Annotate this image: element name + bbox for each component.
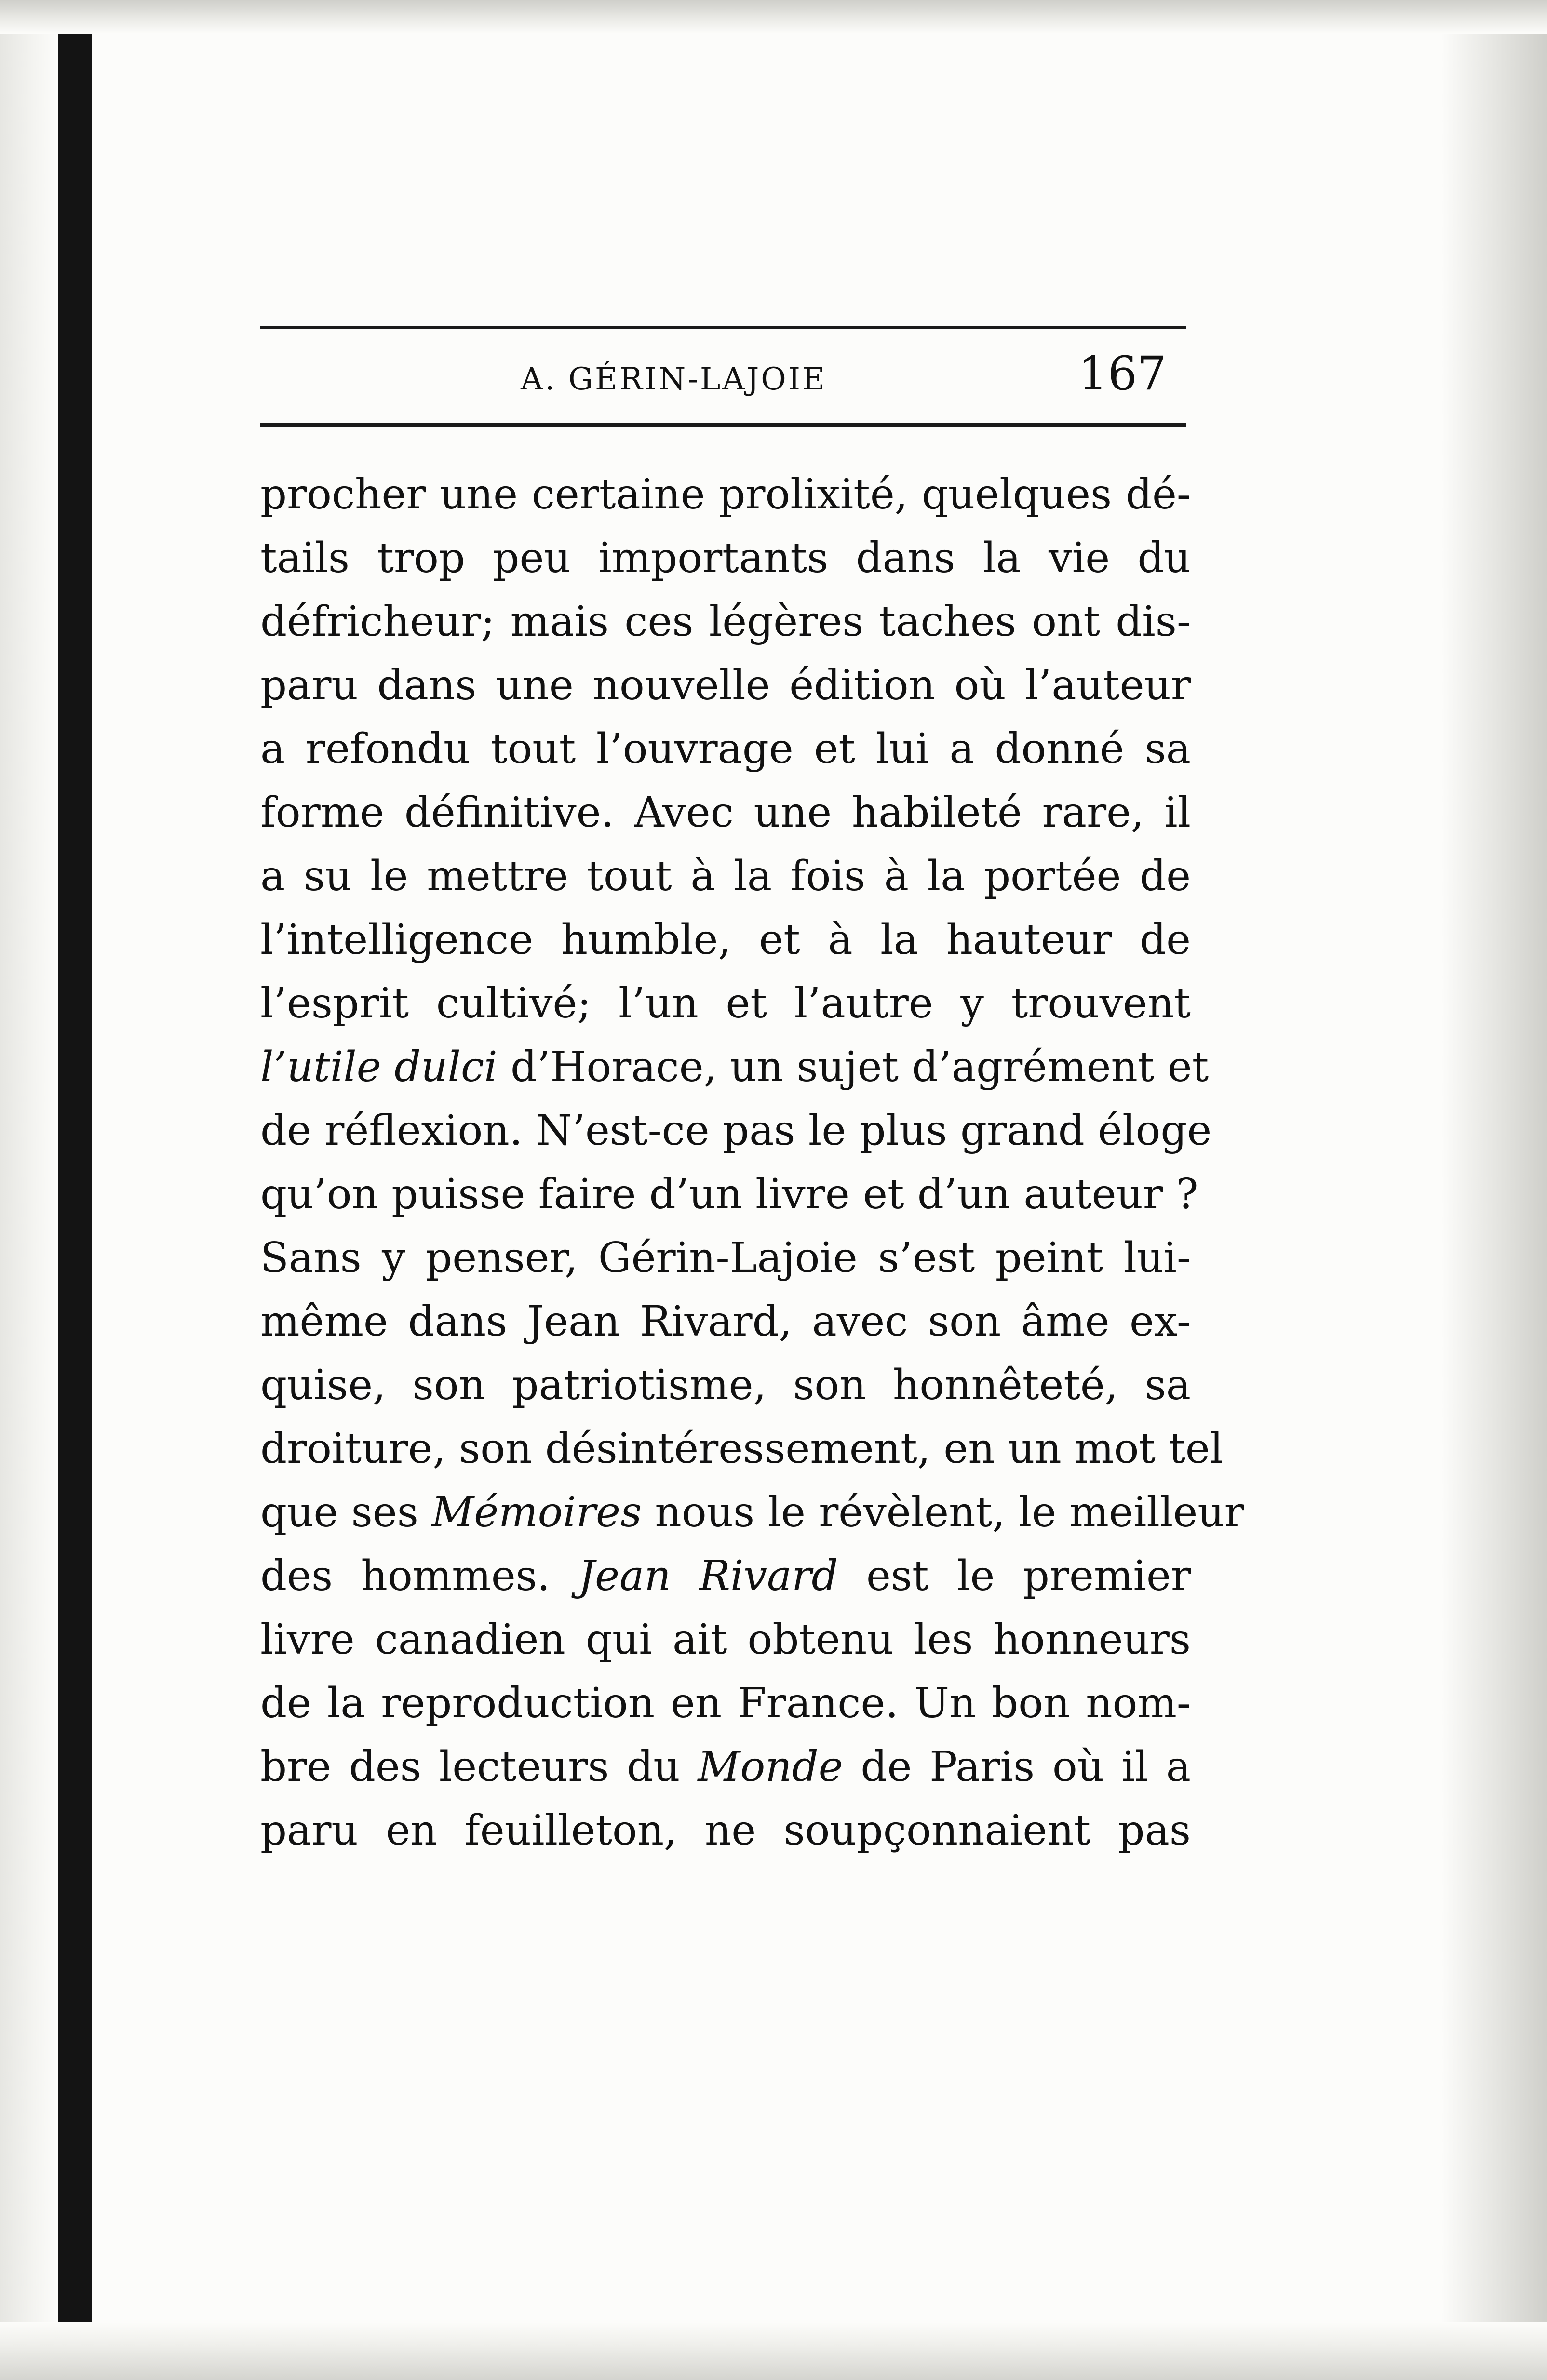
- right-page-edge: [1441, 0, 1547, 2380]
- text-run: procher une certaine prolixité, quelques dé-: [260, 470, 1191, 519]
- body-text: [260, 463, 1244, 1862]
- text-line: [260, 1163, 1198, 1226]
- italic-text-run: Mémoires: [431, 1488, 642, 1537]
- text-run: d’Horace, un sujet d’agrément et: [497, 1043, 1209, 1091]
- text-run: tails trop peu importants dans la vie du: [260, 534, 1191, 582]
- text-run: l’intelligence humble, et à la hauteur de: [260, 916, 1191, 964]
- text-line: [260, 972, 1191, 1035]
- text-line: [260, 1799, 1191, 1862]
- text-run: bre des lecteurs du: [260, 1743, 698, 1791]
- text-run: défricheur; mais ces légères taches ont dis-: [260, 598, 1191, 646]
- text-run: nous le révèlent, le meilleur: [642, 1488, 1244, 1537]
- text-run: de la reproduction en France. Un bon nom-: [260, 1679, 1191, 1727]
- text-line: [260, 1671, 1191, 1735]
- text-run: est le premier: [838, 1552, 1191, 1600]
- text-run: l’esprit cultivé; l’un et l’autre y trouvent: [260, 979, 1191, 1028]
- text-line: [260, 1735, 1191, 1799]
- top-page-edge: [0, 0, 1547, 34]
- text-line: [260, 1481, 1244, 1544]
- text-run: a refondu tout l’ouvrage et lui a donné sa: [260, 725, 1191, 773]
- text-line: [260, 1035, 1209, 1099]
- text-run: des hommes.: [260, 1552, 578, 1600]
- text-line: [260, 463, 1191, 526]
- text-line: [260, 526, 1191, 590]
- text-run: de Paris où il a: [843, 1743, 1191, 1791]
- italic-text-run: Monde: [698, 1743, 843, 1791]
- text-run: que ses: [260, 1488, 432, 1537]
- text-line: [260, 1099, 1212, 1163]
- text-line: [260, 717, 1191, 781]
- text-line: [260, 1290, 1191, 1353]
- text-run: forme définitive. Avec une habileté rare, il: [260, 789, 1191, 837]
- text-run: Sans y penser, Gérin-Lajoie s’est peint lui-: [260, 1234, 1191, 1282]
- text-line: [260, 654, 1191, 717]
- text-run: a su le mettre tout à la fois à la portée de: [260, 852, 1191, 900]
- text-line: [260, 1608, 1191, 1671]
- text-line: [260, 1544, 1191, 1608]
- text-run: quise, son patriotisme, son honnêteté, sa: [260, 1361, 1191, 1409]
- page-number: 167: [1078, 347, 1167, 401]
- text-run: droiture, son désintéressement, en un mot tel: [260, 1425, 1224, 1473]
- book-spine-edge: [58, 0, 92, 2380]
- text-line: [260, 1417, 1224, 1481]
- left-margin-shadow: [0, 0, 58, 2380]
- text-line: [260, 590, 1191, 654]
- text-line: [260, 908, 1191, 972]
- text-run: qu’on puisse faire d’un livre et d’un auteur ?: [260, 1170, 1198, 1218]
- running-head-rule-top: [260, 326, 1186, 329]
- italic-text-run: Jean Rivard: [578, 1552, 838, 1600]
- text-line: [260, 781, 1191, 844]
- text-line: [260, 1226, 1191, 1290]
- text-line: [260, 1353, 1191, 1417]
- text-run: paru en feuilleton, ne soupçonnaient pas: [260, 1806, 1191, 1855]
- text-run: paru dans une nouvelle édition où l’auteur: [260, 661, 1191, 709]
- running-head-rule-bottom: [260, 423, 1186, 427]
- text-run: même dans Jean Rivard, avec son âme ex-: [260, 1297, 1191, 1346]
- running-head-author: A. GÉRIN-LAJOIE: [521, 361, 827, 397]
- text-line: [260, 844, 1191, 908]
- text-run: livre canadien qui ait obtenu les honneurs: [260, 1616, 1191, 1664]
- running-head: [260, 337, 1186, 414]
- italic-text-run: l’utile dulci: [260, 1043, 498, 1091]
- bottom-page-edge: [0, 2322, 1547, 2380]
- text-run: de réflexion. N’est-ce pas le plus grand éloge: [260, 1107, 1212, 1155]
